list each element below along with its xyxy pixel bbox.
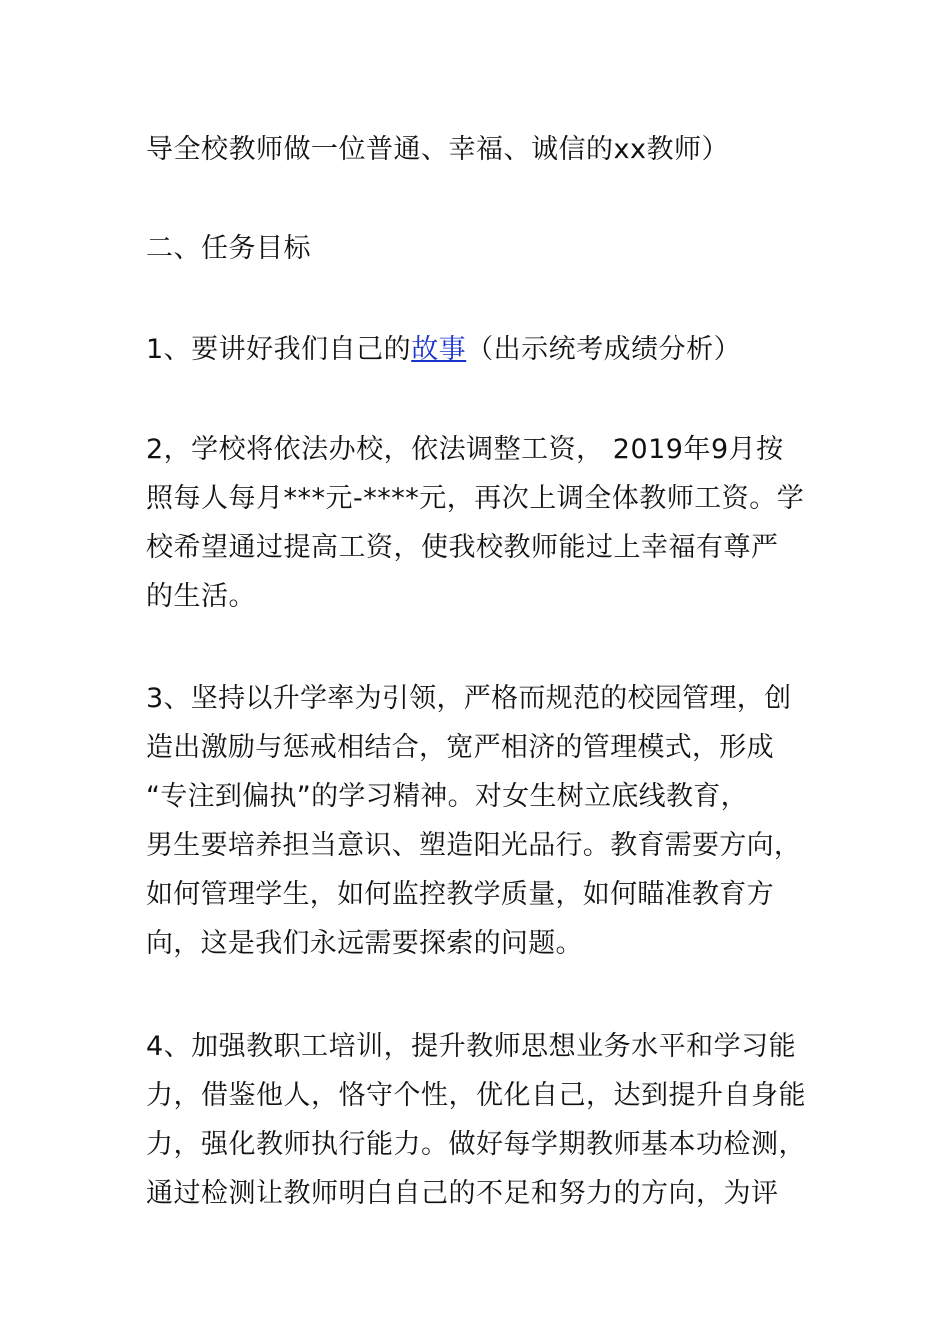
list-item-3-line: 如何管理学生，如何监控教学质量，如何瞄准教育方 xyxy=(146,879,774,910)
section-heading: 二、任务目标 xyxy=(146,233,311,264)
list-item-2-line: 的生活。 xyxy=(146,581,256,612)
list-item-1-suffix: （出示统考成绩分析） xyxy=(466,334,742,365)
list-item-2-line: 照每人每月***元-****元，再次上调全体教师工资。学 xyxy=(146,483,805,514)
list-item-4-line: 4、加强教职工培训，提升教师思想业务水平和学习能 xyxy=(146,1031,797,1062)
list-item-1 xyxy=(146,330,741,370)
list-item-2-line: 2，学校将依法办校，依法调整工资， 2019年9月按 xyxy=(146,434,784,465)
list-item-4-line: 力，借鉴他人，恪守个性，优化自己，达到提升自身能 xyxy=(146,1080,806,1111)
list-item-3-line: 男生要培养担当意识、塑造阳光品行。教育需要方向， xyxy=(146,830,802,861)
list-item-2-line: 校希望通过提高工资，使我校教师能过上幸福有尊严 xyxy=(146,532,779,563)
paragraph-line: 导全校教师做一位普通、幸福、诚信的xx教师） xyxy=(146,134,729,165)
list-item-1-prefix: 1、要讲好我们自己的 xyxy=(146,334,412,365)
list-item-3-line: 3、坚持以升学率为引领，严格而规范的校园管理，创 xyxy=(146,683,792,714)
list-item-4-line: 通过检测让教师明白自己的不足和努力的方向，为评 xyxy=(146,1178,779,1209)
list-item-3-line: 向，这是我们永远需要探索的问题。 xyxy=(146,928,583,959)
story-link[interactable]: 故事 xyxy=(411,334,467,365)
list-item-3-line: 造出激励与惩戒相结合，宽严相济的管理模式，形成 xyxy=(146,732,774,763)
list-item-3-line: “专注到偏执”的学习精神。对女生树立底线教育， xyxy=(146,781,748,812)
list-item-4-line: 力，强化教师执行能力。做好每学期教师基本功检测， xyxy=(146,1129,806,1160)
